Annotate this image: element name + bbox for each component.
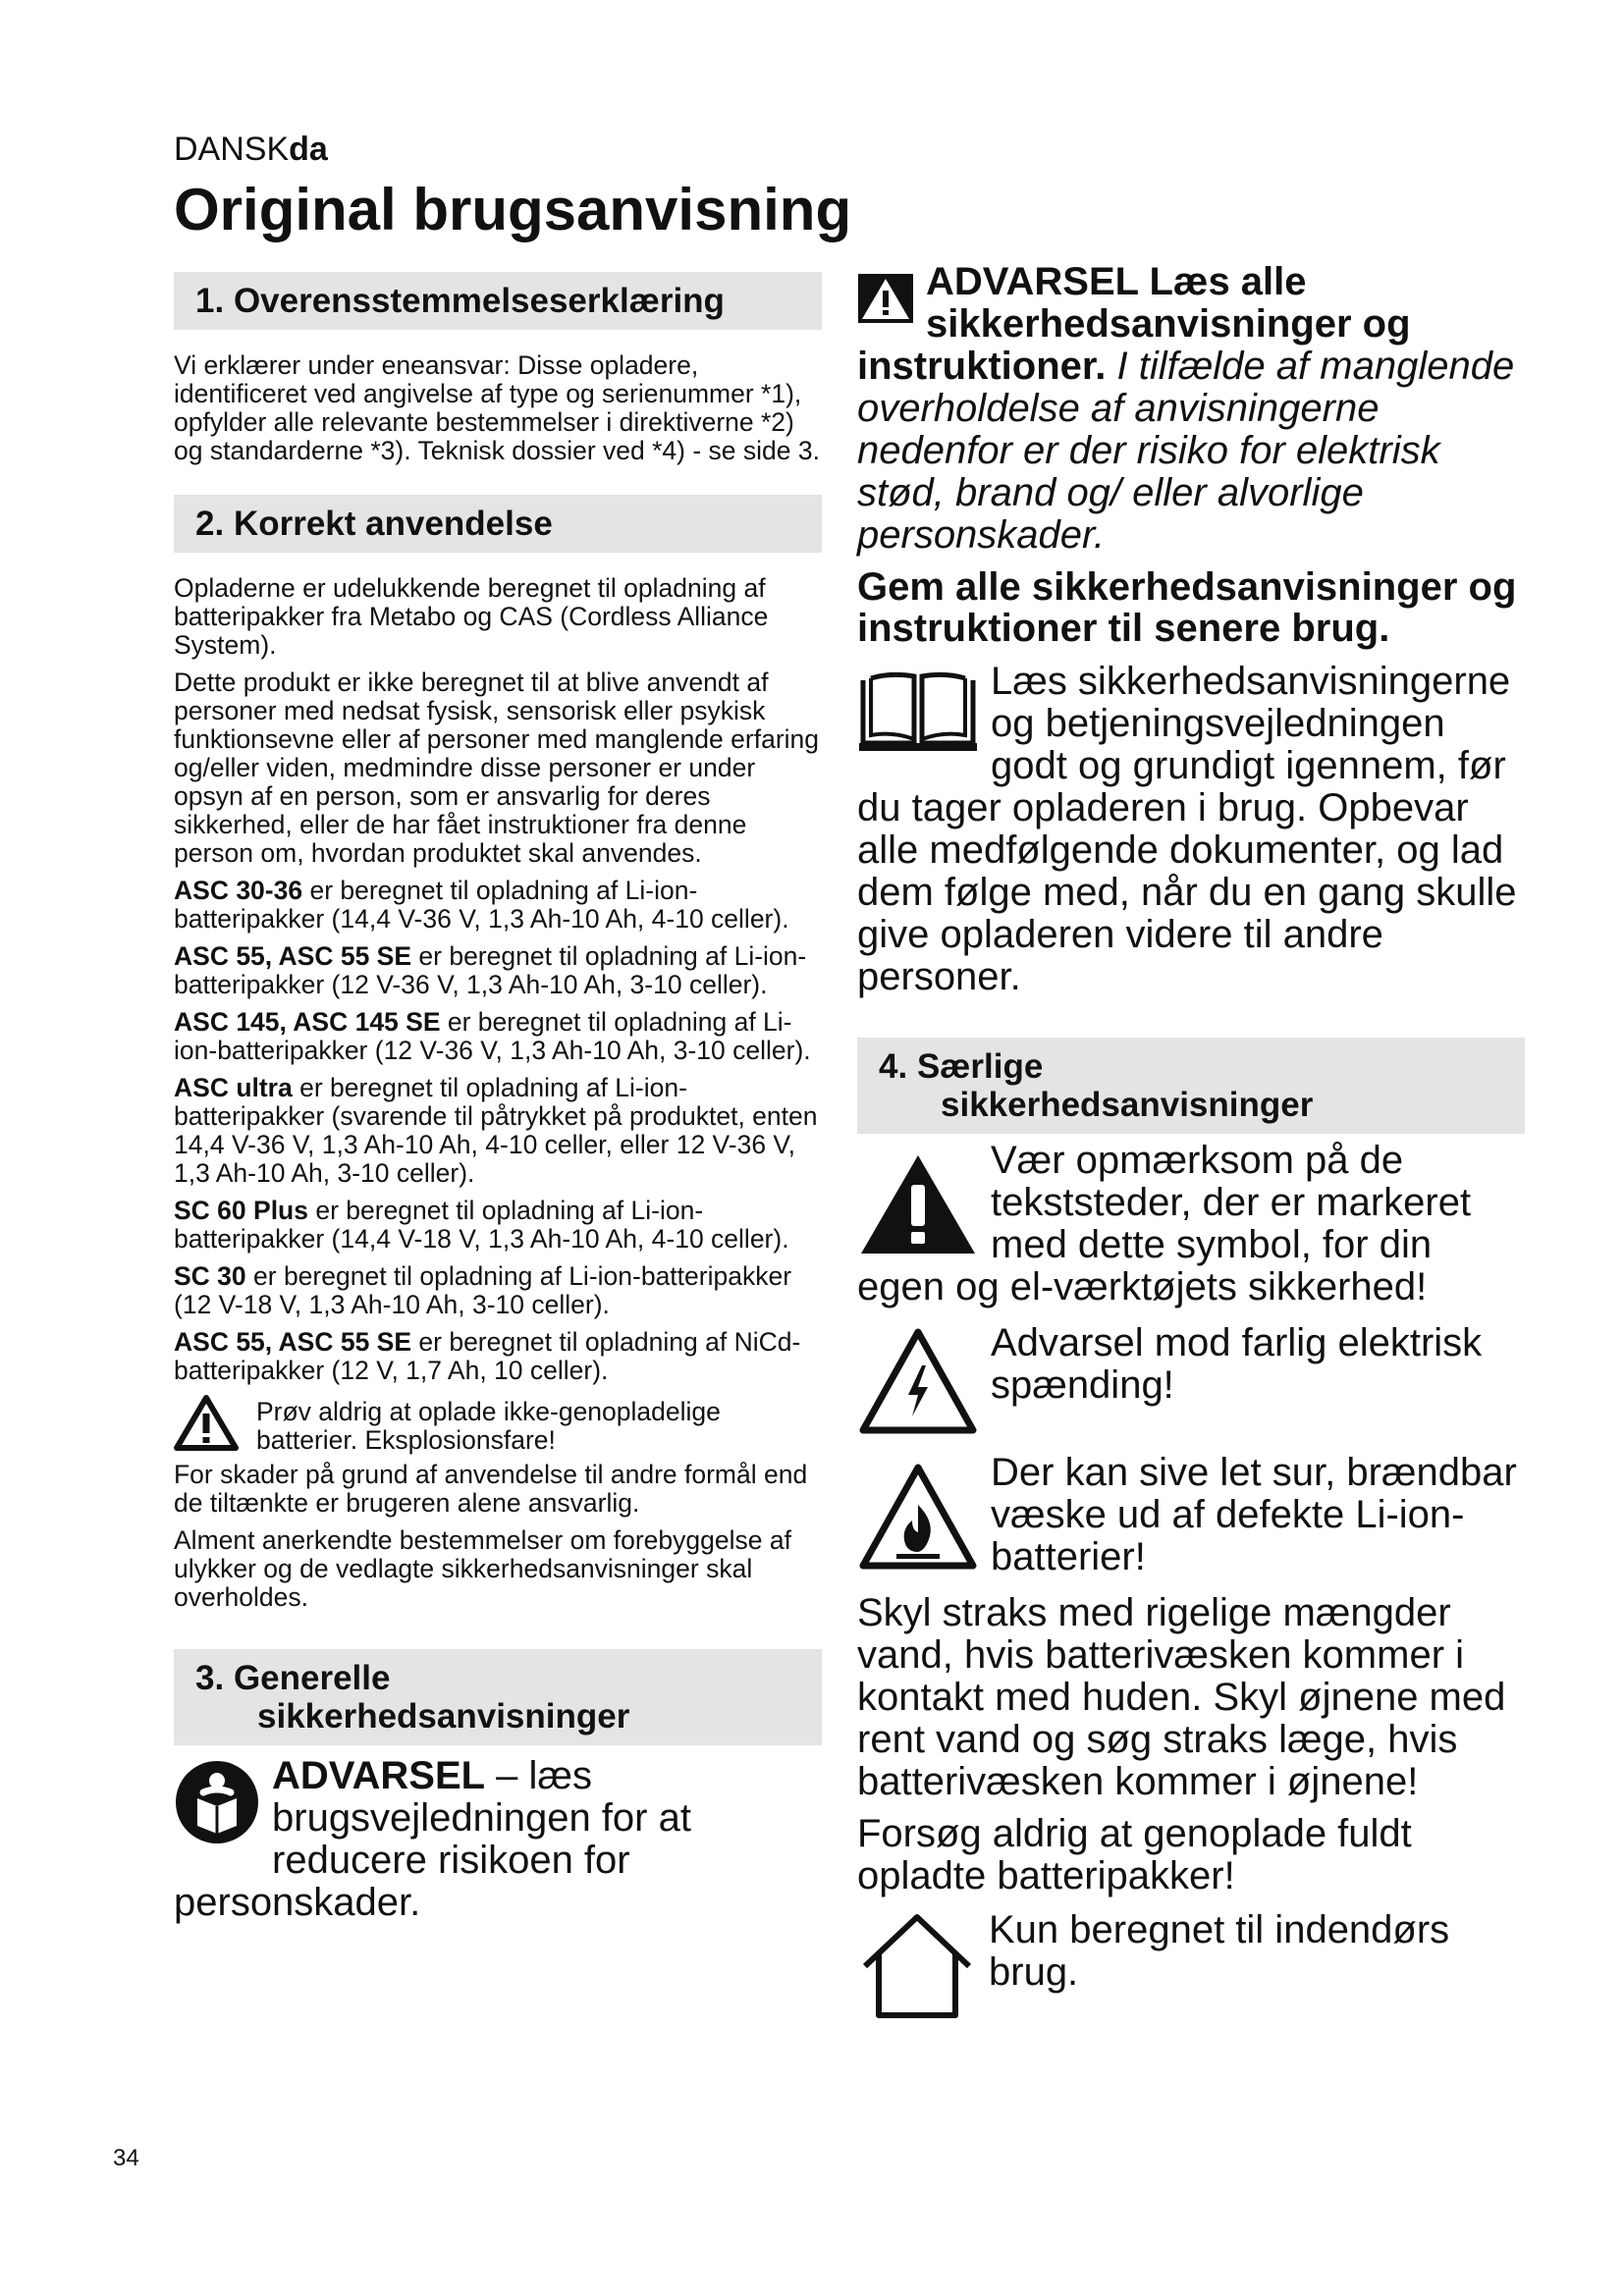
model-paragraph <box>174 1328 822 1385</box>
section-3-heading <box>174 1649 822 1745</box>
read-manual-icon <box>174 1759 260 1845</box>
section-2-body <box>174 574 822 1612</box>
warning-triangle-icon <box>174 1394 243 1451</box>
electric-shock-icon <box>857 1326 979 1436</box>
explosion-warning <box>174 1394 822 1455</box>
read-instructions-text: Læs sikkerhedsanvisningerne og betjeningsvejledningen godt og grundigt igennem, før du tager opladeren i brug. Opbevar alle medfølgende dokumenter, og lad dem følge med, når du en gang skulle give opladeren videre til andre personer. <box>857 660 1517 998</box>
book-icon <box>857 670 979 753</box>
persons-paragraph: Dette produkt er ikke beregnet til at blive anvendt af personer med nedsat fysisk, sensorisk eller psykisk funktionsevne eller af personer med manglende erfaring og/eller viden, medmindre disse personer er under opsyn af en person, som er ansvarlig for deres sikkerhed, eller de har fået instruktioner fra denne person om, hvordan produktet skal anvendes. <box>174 667 820 868</box>
section-2-title: Korrekt anvendelse <box>233 505 553 543</box>
model-paragraph <box>174 877 822 934</box>
model-paragraph <box>174 1262 822 1319</box>
model-name: ASC 55, ASC 55 SE <box>174 1327 412 1357</box>
section-1-number: 1. <box>195 282 225 320</box>
model-name: SC 30 <box>174 1261 246 1291</box>
intended-use-paragraph: Opladerne er udelukkende beregnet til opladning af batteripakker fra Metabo og CAS (Cordless Alliance System). <box>174 573 769 660</box>
model-paragraph <box>174 1074 822 1188</box>
warning-triangle-icon <box>857 1151 979 1257</box>
model-paragraph <box>174 942 822 999</box>
model-text: er beregnet til opladning af Li-ion-batteripakker (12 V-36 V, 1,3 Ah-10 Ah, 3-10 celler). <box>174 941 807 999</box>
page-number: 34 <box>113 2145 139 2171</box>
section-4-number: 4. <box>879 1047 908 1086</box>
house-icon <box>857 1911 977 2021</box>
model-name: ASC ultra <box>174 1073 293 1102</box>
model-paragraph <box>174 1197 822 1254</box>
indoor-use-text: Kun beregnet til indendørs brug. <box>989 1908 1450 1994</box>
model-text: er beregnet til opladning af Li-ion-batteripakker (12 V-36 V, 1,3 Ah-10 Ah, 3-10 celler). <box>174 1007 811 1065</box>
right-column <box>857 261 1525 2021</box>
section-2-heading <box>174 495 822 553</box>
keep-instructions <box>857 566 1525 649</box>
model-name: SC 60 Plus <box>174 1196 308 1225</box>
section-4-title-line-1: Særlige <box>916 1047 1044 1086</box>
model-paragraph <box>174 1008 822 1065</box>
keep-instructions-text: Gem alle sikkerhedsanvisninger og instruktioner til senere brug. <box>857 565 1517 650</box>
model-text: er beregnet til opladning af NiCd-batteripakker (12 V, 1,7 Ah, 10 celler). <box>174 1327 801 1385</box>
model-text: er beregnet til opladning af Li-ion-batteripakker (14,4 V-18 V, 1,3 Ah-10 Ah, 4-10 celler). <box>174 1196 789 1254</box>
section-1-body <box>174 351 822 465</box>
flammable-icon <box>857 1462 979 1572</box>
general-warning <box>857 261 1525 557</box>
attention-note-text: Vær opmærksom på de tekststeder, der er markeret med dette symbol, for din egen og el-værktøjets sikkerhed! <box>857 1139 1472 1308</box>
model-name: ASC 55, ASC 55 SE <box>174 941 412 971</box>
general-warning-text <box>857 261 1525 557</box>
language-code: da <box>289 131 328 168</box>
read-manual-warning <box>174 1755 822 1924</box>
read-instructions <box>857 661 1525 998</box>
model-text: er beregnet til opladning af Li-ion-batteripakker (svarende til påtrykket på produktet, enten 14,4 V-36 V, 1,3 Ah-10 Ah, 4-10 celler, eller 12 V-36 V, 1,3 Ah-10 Ah, 3-10 celler). <box>174 1073 818 1188</box>
voltage-warning-text: Advarsel mod farlig elektrisk spænding! <box>991 1321 1483 1407</box>
voltage-warning <box>857 1322 1525 1436</box>
regulations-paragraph: Alment anerkendte bestemmelser om forebyggelse af ulykker og de vedlagte sikkerhedsanvisninger skal overholdes. <box>174 1525 791 1612</box>
left-column <box>174 272 822 1924</box>
attention-note <box>857 1140 1525 1308</box>
section-4-title-line-2: sikkerhedsanvisninger <box>941 1086 1314 1124</box>
page-title: Original brugsanvisning <box>174 177 852 242</box>
section-1-title: Overensstemmelseserklæring <box>233 282 725 320</box>
declaration-paragraph: Vi erklærer under eneansvar: Disse opladere, identificeret ved angivelse af type og serienummer *1), opfylder alle relevante bestemmelser i direktiverne *2) og standarderne *3). Teknisk dossier ved *4) - se side 3. <box>174 350 820 465</box>
language-label <box>174 128 328 171</box>
model-name: ASC 145, ASC 145 SE <box>174 1007 441 1037</box>
model-text: er beregnet til opladning af Li-ion-batteripakker (12 V-18 V, 1,3 Ah-10 Ah, 3-10 celler). <box>174 1261 792 1319</box>
general-warning-bold: ADVARSEL Læs alle sikkerhedsanvisninger og instruktioner. <box>857 260 1411 388</box>
flammable-warning-text: Der kan sive let sur, brændbar væske ud af defekte Li-ion-batterier! <box>991 1451 1517 1578</box>
language-name: DANSK <box>174 131 290 168</box>
model-name: ASC 30-36 <box>174 876 303 905</box>
flammable-warning <box>857 1452 1525 1578</box>
indoor-use-note <box>857 1909 1525 2021</box>
explosion-warning-text: Prøv aldrig at oplade ikke-genopladelige batterier. Eksplosionsfare! <box>256 1397 721 1455</box>
section-3-title-line-2: sikkerhedsanvisninger <box>257 1697 630 1735</box>
warning-word: ADVARSEL <box>272 1754 486 1797</box>
section-3-number: 3. <box>195 1659 225 1697</box>
section-3-title-line-1: Generelle <box>233 1659 391 1697</box>
rinse-instructions: Skyl straks med rigelige mængder vand, hvis batterivæsken kommer i kontakt med huden. Skyl øjnene med rent vand og søg straks læge, hvis batterivæsken kommer i øjnene! <box>857 1591 1506 1803</box>
general-warning-italic: I tilfælde af manglende overholdelse af anvisningerne nedenfor er der risiko for elektrisk stød, brand og/ eller alvorlige personskader. <box>857 345 1515 557</box>
warning-triangle-icon <box>857 273 914 324</box>
read-manual-warning-text: – læs brugsvejledningen for at reducere risikoen for personskader. <box>174 1754 691 1924</box>
section-4-heading <box>857 1038 1525 1134</box>
no-recharge-warning: Forsøg aldrig at genoplade fuldt opladte batteripakker! <box>857 1812 1412 1897</box>
section-1-heading <box>174 272 822 330</box>
model-text: er beregnet til opladning af Li-ion-batteripakker (14,4 V-36 V, 1,3 Ah-10 Ah, 4-10 celler). <box>174 876 789 934</box>
liability-paragraph: For skader på grund af anvendelse til andre formål end de tiltænkte er brugeren alene ansvarlig. <box>174 1460 808 1518</box>
section-3-body <box>174 1755 822 1924</box>
section-2-number: 2. <box>195 505 225 543</box>
